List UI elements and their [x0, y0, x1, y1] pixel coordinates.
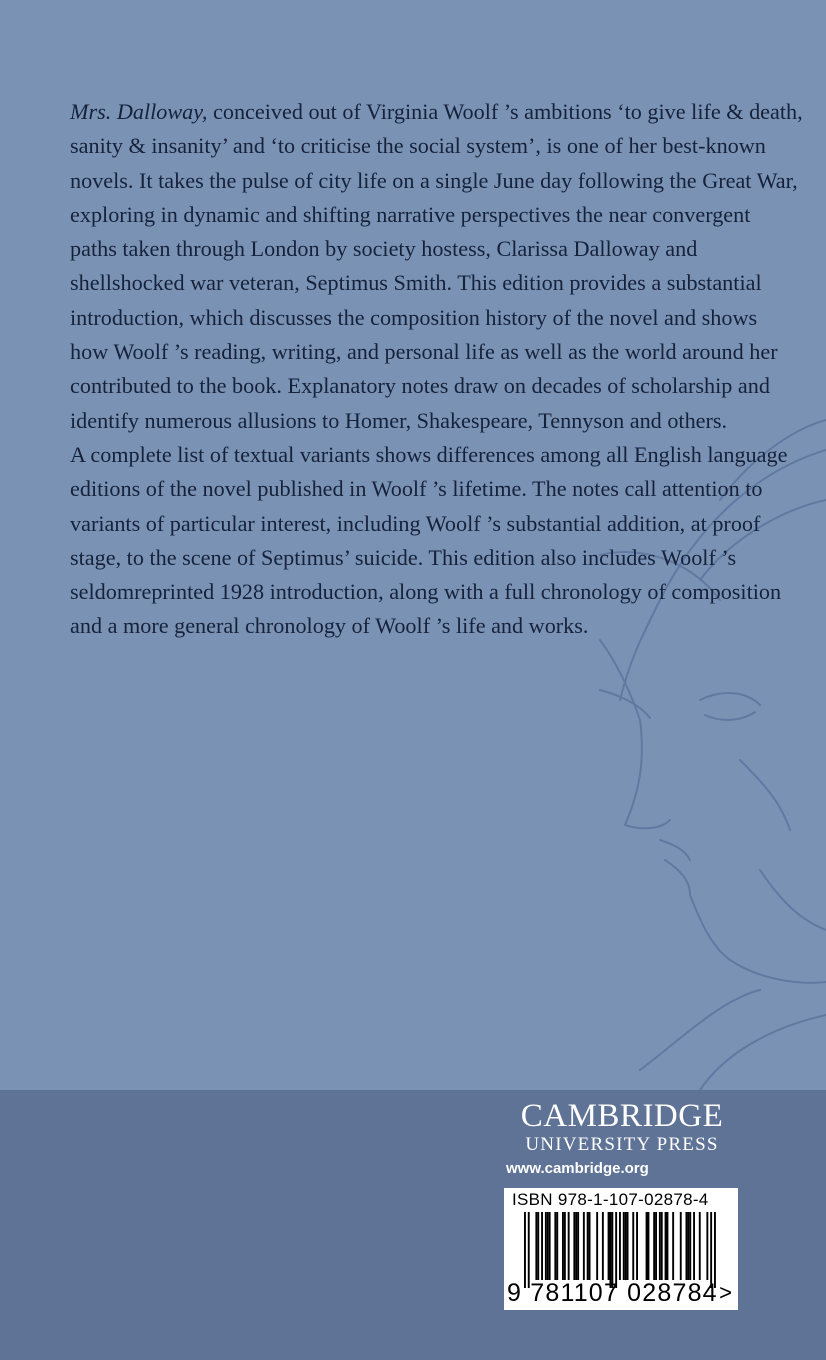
barcode-bar — [577, 1212, 579, 1280]
barcode-bar — [575, 1212, 577, 1280]
barcode-bar — [699, 1212, 701, 1280]
blurb-line: contributed to the book. Explanatory notes draw on decades of scholarship and — [70, 373, 770, 399]
barcode-bar — [646, 1212, 648, 1280]
blurb-line: shellshocked war veteran, Septimus Smith. This edition provides a substantial — [70, 270, 762, 296]
blurb-line: sanity & insanity’ and ‘to criticise the social system’, is one of her best-known — [70, 133, 766, 159]
publisher-subtitle: UNIVERSITY PRESS — [525, 1134, 719, 1155]
quiet-zone-marker: > — [719, 1280, 732, 1305]
barcode-digits: 9 781107 028784 — [507, 1279, 718, 1307]
barcode-bar — [611, 1212, 613, 1288]
barcode-bar — [667, 1212, 669, 1280]
barcode-bar — [587, 1212, 589, 1280]
barcode-bar — [564, 1212, 566, 1280]
blurb-line: paths taken through London by society hostess, Clarissa Dalloway and — [70, 236, 698, 262]
barcode-bar — [687, 1212, 689, 1280]
barcode-bar — [619, 1212, 621, 1280]
blurb-line: editions of the novel published in Woolf ’s lifetime. The notes call attention to — [70, 476, 763, 502]
barcode-bar — [524, 1212, 526, 1288]
barcode-bar — [573, 1212, 575, 1280]
barcode-bar — [568, 1212, 570, 1280]
blurb-line: seldomreprinted 1928 introduction, along with a full chronology of composition — [70, 579, 782, 605]
barcode-bar — [632, 1212, 634, 1280]
barcode-bar — [659, 1212, 661, 1280]
barcode-bar — [689, 1212, 691, 1280]
barcode-bar — [710, 1212, 712, 1288]
barcode-bar — [655, 1212, 657, 1280]
barcode-bar — [541, 1212, 543, 1280]
barcode-bar — [623, 1212, 625, 1280]
barcode-bar — [602, 1212, 604, 1280]
barcode-bar — [583, 1212, 585, 1280]
barcode-bar — [554, 1212, 556, 1280]
barcode-bar — [545, 1212, 547, 1280]
blurb-line: exploring in dynamic and shifting narrative perspectives the near convergent — [70, 201, 751, 227]
barcode-bar — [625, 1212, 627, 1280]
book-description — [70, 95, 826, 644]
blurb-line: Mrs. Dalloway, conceived out of Virginia Woolf ’s ambitions ‘to give life & death, — [70, 99, 803, 124]
barcode-bar — [596, 1212, 598, 1280]
barcode-bar — [556, 1212, 558, 1280]
blurb-line: novels. It takes the pulse of city life on a single June day following the Great War, — [70, 167, 798, 193]
barcode-bar — [653, 1212, 655, 1280]
barcode-bar — [562, 1212, 564, 1280]
barcode-bar — [648, 1212, 650, 1280]
barcode-bar — [549, 1212, 551, 1280]
barcode-bar — [714, 1212, 716, 1288]
barcode-bar — [547, 1212, 549, 1280]
blurb-line: introduction, which discusses the composition history of the novel and shows — [70, 304, 758, 330]
barcode-bar — [528, 1212, 530, 1288]
blurb-line: and a more general chronology of Woolf ’s life and works. — [70, 613, 589, 639]
barcode-bar — [610, 1212, 612, 1288]
book-title: Mrs. Dalloway, — [70, 99, 208, 124]
isbn-barcode — [504, 1188, 738, 1310]
blurb-line: how Woolf ’s reading, writing, and personal life as well as the world around her — [70, 339, 778, 365]
barcode-bar — [665, 1212, 667, 1280]
barcode-bar — [661, 1212, 663, 1280]
publisher-logo: CAMBRIDGE — [520, 1098, 724, 1134]
barcode-bar — [589, 1212, 591, 1280]
barcode-bar — [627, 1212, 629, 1280]
blurb-line: identify numerous allusions to Homer, Shakespeare, Tennyson and others. — [70, 407, 728, 433]
barcode-bar — [537, 1212, 539, 1280]
barcode-bar — [686, 1212, 688, 1280]
barcode-bar — [672, 1212, 674, 1280]
blurb-line: stage, to the scene of Septimus’ suicide. This edition also includes Woolf ’s — [70, 544, 737, 570]
barcode-bar — [535, 1212, 537, 1280]
barcode-bar — [615, 1212, 617, 1288]
blurb-line: variants of particular interest, including Woolf ’s substantial addition, at proof — [70, 510, 761, 536]
barcode-bar — [693, 1212, 695, 1280]
barcode-bar — [706, 1212, 708, 1280]
barcode-bar — [636, 1212, 638, 1280]
barcode-bar — [680, 1212, 682, 1280]
blurb-line: A complete list of textual variants shows differences among all English language — [70, 441, 788, 467]
publisher-website[interactable]: www.cambridge.org — [506, 1160, 649, 1177]
barcode-bar — [608, 1212, 610, 1280]
isbn-label: ISBN 978-1-107-02878-4 — [512, 1190, 709, 1209]
